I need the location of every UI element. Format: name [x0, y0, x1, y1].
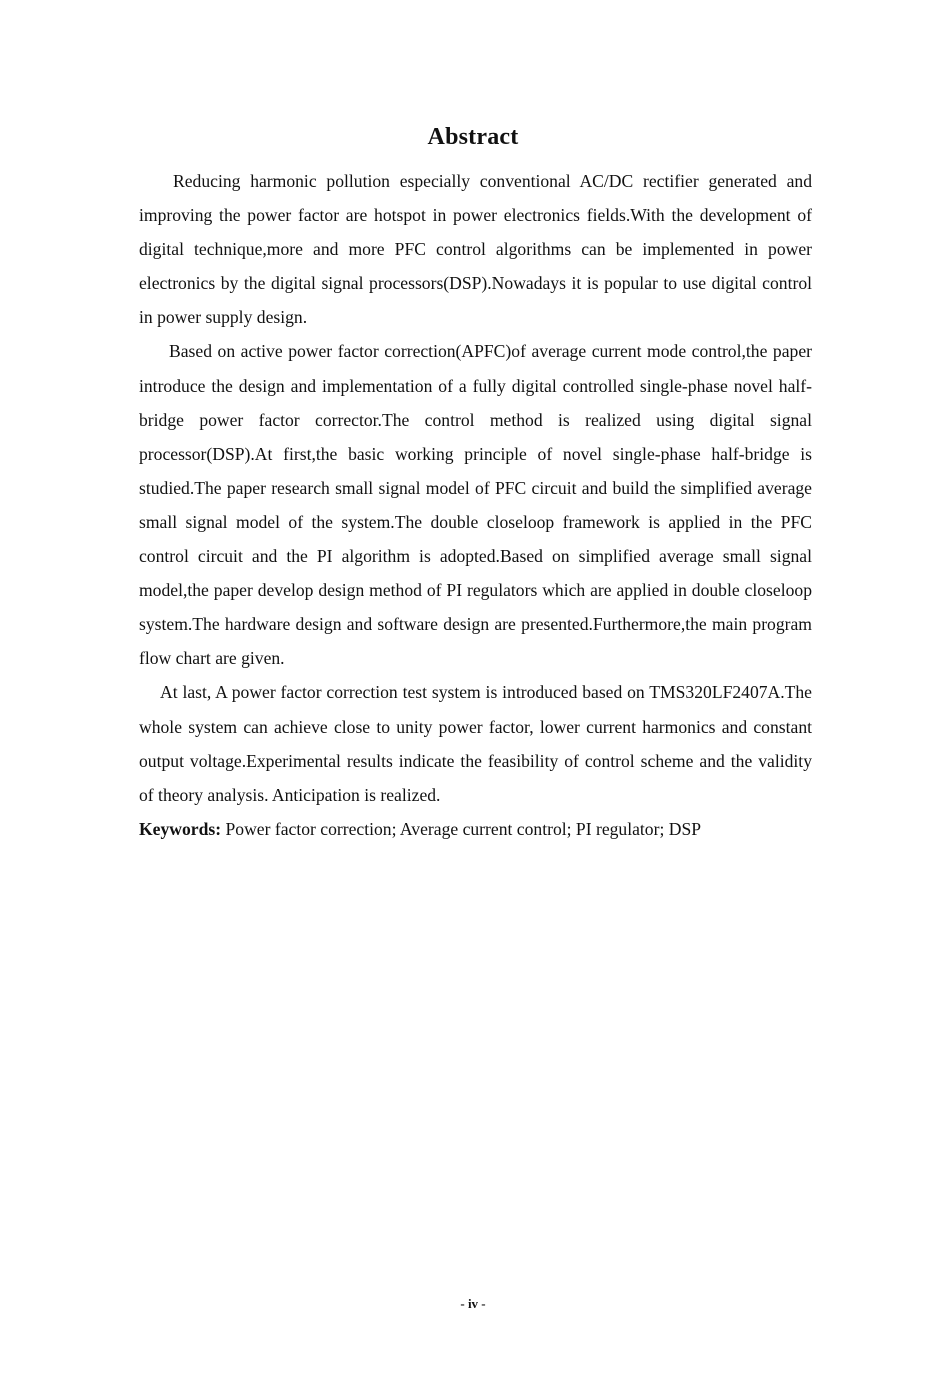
- page-number: - iv -: [460, 1296, 486, 1311]
- abstract-title: Abstract: [427, 124, 519, 150]
- keywords-label: Keywords:: [139, 818, 222, 839]
- abstract-paragraph-3: At last, A power factor correction test system is introduced based on TMS320LF2407A.The whole system can achieve close to unity power factor, lower current harmonics and constant output voltage.Experimental results indicate the feasibility of control scheme and the validity of theory analysis. Anticipation is realized.: [139, 682, 812, 805]
- abstract-paragraph-2: Based on active power factor correction(APFC)of average current mode control,the paper introduce the design and implementation of a fully digital controlled single-phase novel half-bridge power factor corrector.The control method is realized using digital signal processor(DSP).At first,the basic working principle of novel single-phase half-bridge is studied.The paper research small signal model of PFC circuit and build the simplified average small signal model of the system.The double closeloop framework is applied in the PFC control circuit and the PI algorithm is adopted.Based on simplified average small signal model,the paper develop design method of PI regulators which are applied in double closeloop system.The hardware design and software design are presented.Furthermore,the main program flow chart are given.: [139, 341, 812, 669]
- keywords-text: Power factor correction; Average current control; PI regulator; DSP: [225, 818, 702, 839]
- keywords-line: [139, 812, 812, 846]
- abstract-paragraph-1: Reducing harmonic pollution especially conventional AC/DC rectifier generated and improving the power factor are hotspot in power electronics fields.With the development of digital technique,more and more PFC control algorithms can be implemented in power electronics by the digital signal processors(DSP).Nowadays it is popular to use digital control in power supply design.: [139, 171, 812, 328]
- abstract-body: [139, 164, 812, 846]
